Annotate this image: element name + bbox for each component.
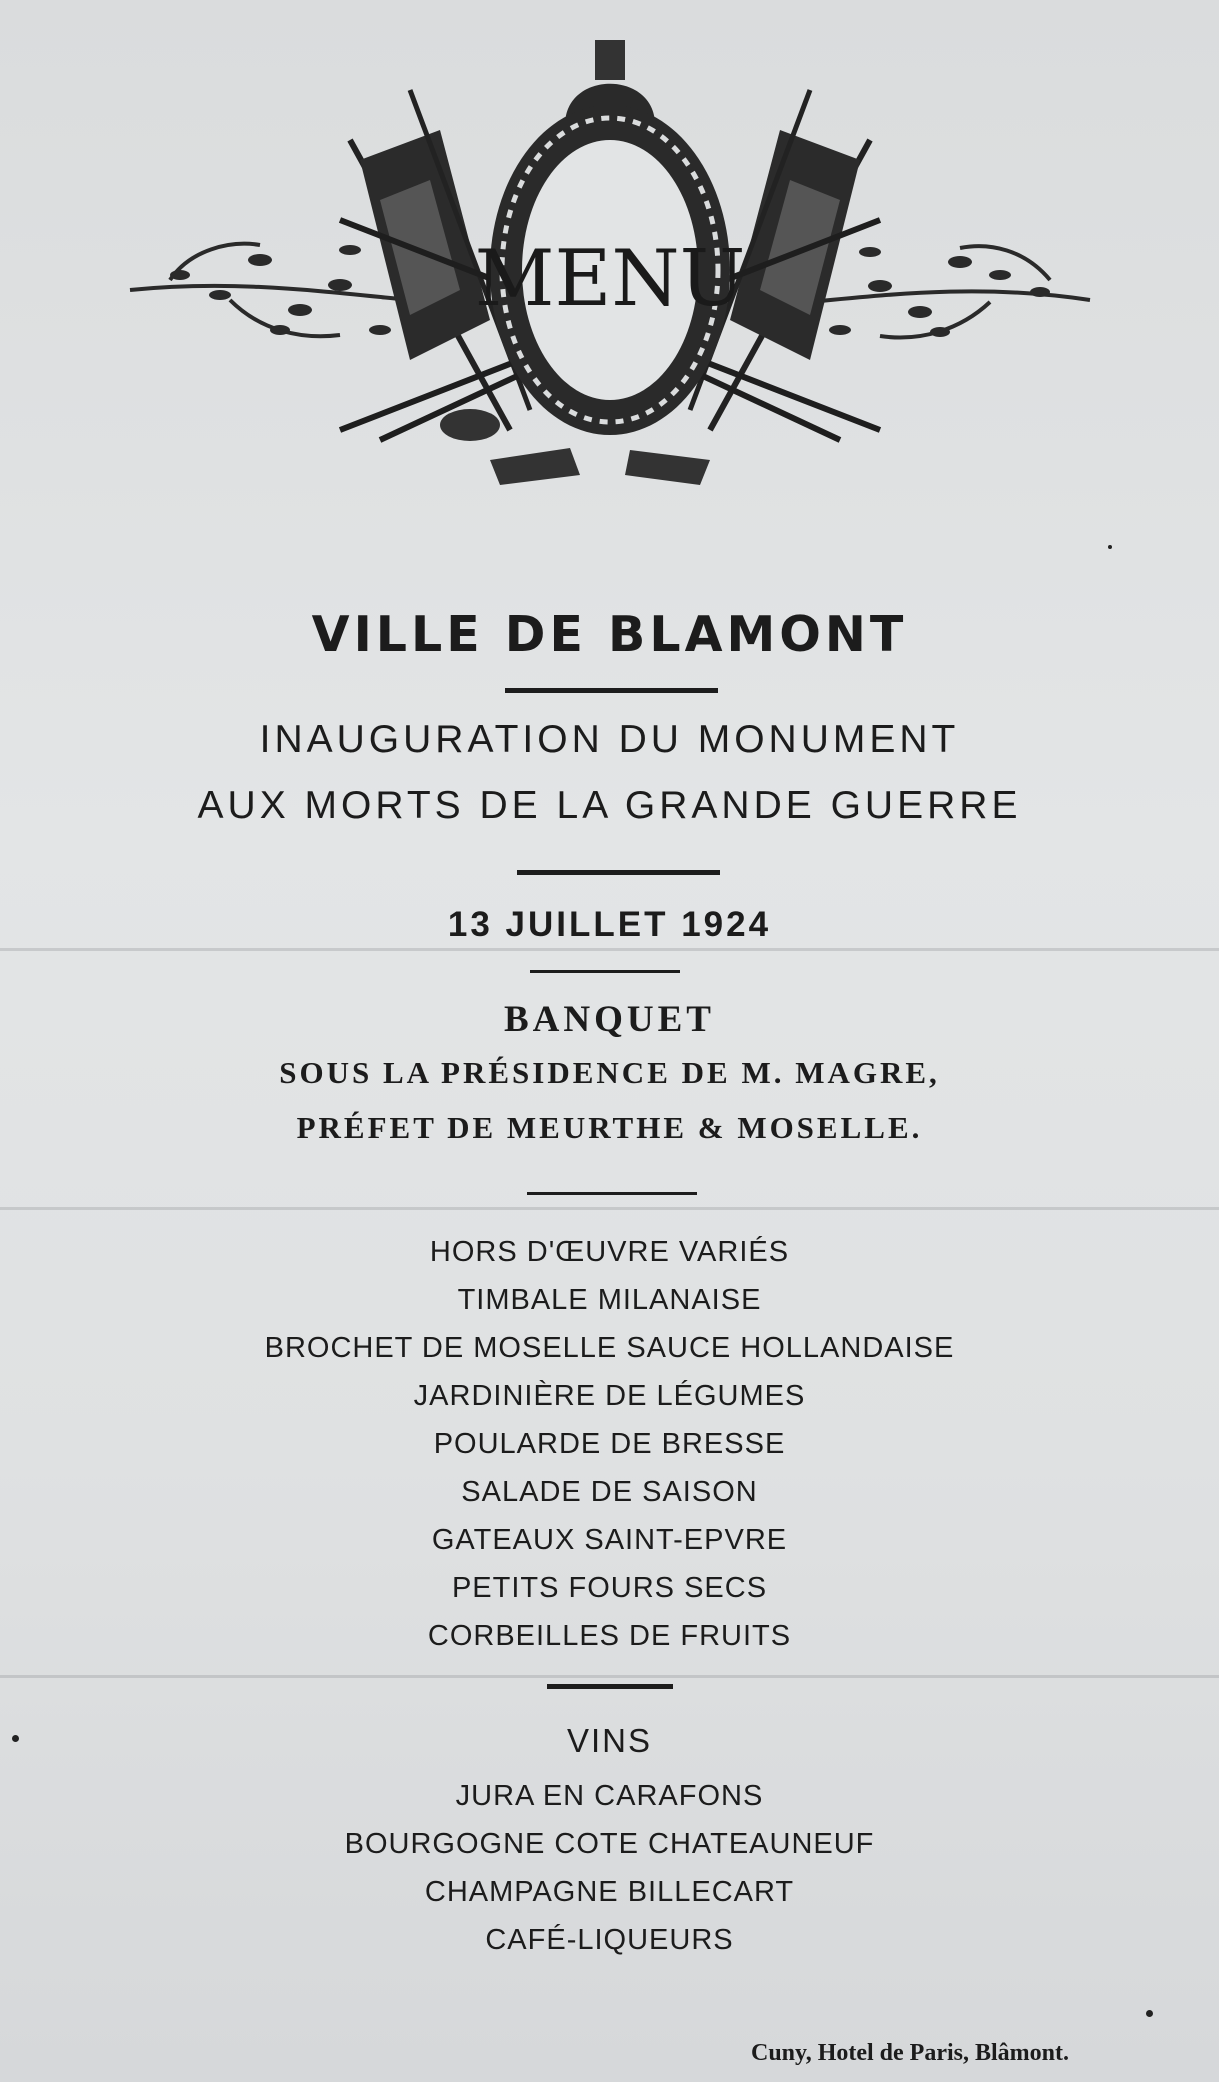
trophy-emblem-illustration [110,30,1110,550]
printer-credit: Cuny, Hotel de Paris, Blâmont. [750,2040,1069,2066]
fold-crease [0,1675,1219,1678]
wines-heading: VINS [566,1722,653,1759]
list-item: HORS D'ŒUVRE VARIÉS [429,1236,790,1268]
fold-crease [0,948,1219,951]
list-item: SALADE DE SAISON [461,1476,758,1508]
divider [547,1684,673,1689]
list-item: JURA EN CARAFONS [455,1780,764,1812]
presidence-line: SOUS LA PRÉSIDENCE DE M. MAGRE, [279,1055,940,1090]
list-item: PETITS FOURS SECS [451,1572,768,1604]
ink-speck [1146,2010,1153,2017]
fold-crease [0,1207,1219,1210]
divider [530,970,680,973]
menu-items-list [0,1228,1219,1660]
ink-speck [1108,545,1112,549]
divider [527,1192,697,1195]
divider [517,870,720,875]
subtitle-line-2: AUX MORTS DE LA GRANDE GUERRE [197,784,1022,827]
list-item: BOURGOGNE COTE CHATEAUNEUF [344,1828,875,1860]
event-date: 13 JUILLET 1924 [447,905,772,944]
list-item: TIMBALE MILANAISE [457,1284,762,1316]
list-item: CAFÉ-LIQUEURS [485,1924,734,1956]
ink-speck [12,1735,19,1742]
list-item: POULARDE DE BRESSE [433,1428,786,1460]
list-item: CORBEILLES DE FRUITS [427,1620,792,1652]
page-title: VILLE DE BLAMONT [311,606,908,663]
list-item: BROCHET DE MOSELLE SAUCE HOLLANDAISE [264,1332,955,1364]
prefet-line: PRÉFET DE MEURTHE & MOSELLE. [296,1110,923,1145]
list-item: GATEAUX SAINT-EPVRE [431,1524,788,1556]
banquet-heading: BANQUET [504,999,715,1040]
divider [505,688,718,693]
wines-list [0,1772,1219,1964]
menu-emblem-text: MENU [474,234,746,324]
list-item: CHAMPAGNE BILLECART [424,1876,795,1908]
list-item: JARDINIÈRE DE LÉGUMES [413,1380,806,1412]
subtitle-line-1: INAUGURATION DU MONUMENT [259,718,960,761]
